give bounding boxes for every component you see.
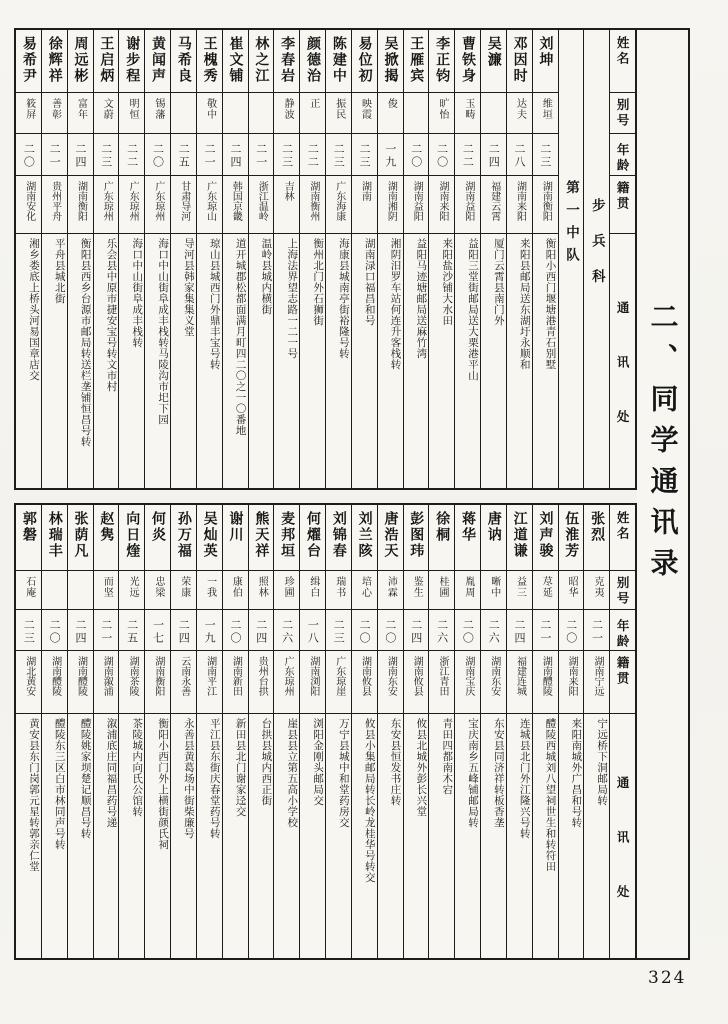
student-name: 唐浩天 bbox=[378, 505, 403, 571]
student-name: 林瑞丰 bbox=[42, 505, 67, 571]
student-name: 王启炳 bbox=[94, 30, 119, 93]
student-column bbox=[299, 30, 325, 488]
student-alias: 桂圃 bbox=[429, 571, 454, 610]
student-name: 徐辉祥 bbox=[42, 30, 67, 93]
student-age: 二四 bbox=[404, 610, 429, 651]
student-age: 二六 bbox=[429, 610, 454, 651]
student-age: 二三 bbox=[326, 134, 351, 176]
student-address: 衡阳小西门堰塘港青石别墅 bbox=[544, 238, 557, 370]
header-address: 通讯处 bbox=[615, 301, 631, 465]
student-origin: 湖南来阳 bbox=[507, 176, 532, 234]
student-column bbox=[299, 505, 325, 958]
student-address: 衡阳县西乡台源市邮局转送栏垄铺恒昌号转 bbox=[79, 238, 92, 447]
student-name: 刘声骏 bbox=[533, 505, 558, 571]
student-name: 林之江 bbox=[249, 30, 274, 93]
student-address: 青田四都南木宕 bbox=[441, 718, 454, 795]
student-address: 琼山县城西门外鼎丰宝号转 bbox=[208, 238, 221, 370]
student-origin: 广东琼州 bbox=[274, 651, 299, 714]
student-address: 浏阳金刚头邮局交 bbox=[312, 718, 325, 806]
student-origin: 湖南平江 bbox=[197, 651, 222, 714]
student-name: 吴濂 bbox=[481, 30, 506, 93]
student-origin: 甘肃导河 bbox=[171, 176, 196, 234]
student-origin: 福建连城 bbox=[507, 651, 532, 714]
student-address: 永善县黄葛场中街柴廉号 bbox=[182, 718, 195, 839]
student-alias: 善彰 bbox=[42, 93, 67, 134]
student-address: 乐会县中原市捷安宝号转文市村 bbox=[105, 238, 118, 392]
student-age: 二八 bbox=[507, 134, 532, 176]
student-alias: 静波 bbox=[274, 93, 299, 134]
student-alias: 益三 bbox=[507, 571, 532, 610]
student-address: 湘阴汨罗车站何连升客栈转 bbox=[389, 238, 402, 370]
student-column bbox=[273, 30, 299, 488]
student-address: 台拱县城内西正街 bbox=[260, 718, 273, 806]
student-name: 刘锦春 bbox=[326, 505, 351, 571]
student-column bbox=[325, 30, 351, 488]
student-alias: 沛霖 bbox=[378, 571, 403, 610]
student-column bbox=[558, 505, 584, 958]
student-alias: 晰中 bbox=[481, 571, 506, 610]
title-strip bbox=[637, 28, 690, 960]
student-origin: 湖南益阳 bbox=[404, 176, 429, 234]
student-alias: 达夫 bbox=[507, 93, 532, 134]
student-age: 二四 bbox=[249, 610, 274, 651]
student-age: 二〇 bbox=[559, 610, 584, 651]
student-column bbox=[41, 505, 67, 958]
student-column bbox=[351, 30, 377, 488]
student-alias: 一我 bbox=[197, 571, 222, 610]
student-alias: 瑞书 bbox=[326, 571, 351, 610]
student-column bbox=[196, 30, 222, 488]
branch-label: 步兵科 bbox=[588, 198, 605, 305]
student-origin: 云南永善 bbox=[171, 651, 196, 714]
page-number: 324 bbox=[648, 968, 687, 988]
student-column bbox=[144, 505, 170, 958]
student-name: 刘兰陔 bbox=[352, 505, 377, 571]
student-age: 二四 bbox=[223, 134, 248, 176]
student-name: 张荫凡 bbox=[68, 505, 93, 571]
student-address: 攸县北城外彭长兴堂 bbox=[415, 718, 428, 817]
header-age: 年龄 bbox=[610, 610, 635, 651]
student-alias: 映霞 bbox=[352, 93, 377, 134]
student-age: 二一 bbox=[533, 610, 558, 651]
student-address: 平舟县城北街 bbox=[53, 238, 66, 304]
student-alias: 敬中 bbox=[197, 93, 222, 134]
student-name: 吴灿英 bbox=[197, 505, 222, 571]
student-origin: 湖南衡州 bbox=[300, 176, 325, 234]
student-age: 二二 bbox=[300, 134, 325, 176]
student-address: 海康县城南亭街裕隆号转 bbox=[337, 238, 350, 359]
student-age: 二五 bbox=[171, 134, 196, 176]
student-address: 导河县韩家集集义堂 bbox=[182, 238, 195, 337]
student-name: 熊天祥 bbox=[249, 505, 274, 571]
student-name: 曹铁身 bbox=[455, 30, 480, 93]
student-address: 醴陵西城刘八望祠世生和转符田 bbox=[544, 718, 557, 872]
student-origin: 湖南 bbox=[352, 176, 377, 234]
student-address: 万宁县城中和堂药房交 bbox=[337, 718, 350, 828]
student-column bbox=[16, 30, 41, 488]
student-column bbox=[351, 505, 377, 958]
student-column bbox=[480, 30, 506, 488]
student-age: 一八 bbox=[300, 610, 325, 651]
student-origin: 湖南醴陵 bbox=[533, 651, 558, 714]
student-age: 一七 bbox=[145, 610, 170, 651]
student-origin: 广东琼山 bbox=[197, 176, 222, 234]
student-alias: 照林 bbox=[249, 571, 274, 610]
student-alias bbox=[404, 93, 429, 134]
header-alias: 别号 bbox=[610, 93, 635, 134]
student-origin: 广东琼崖 bbox=[326, 651, 351, 714]
student-alias: 培心 bbox=[352, 571, 377, 610]
student-name: 徐桐 bbox=[429, 505, 454, 571]
student-alias: 石庵 bbox=[16, 571, 41, 610]
student-address: 宝庆南乡五峰铺邮局转 bbox=[467, 718, 480, 828]
student-age: 二六 bbox=[274, 610, 299, 651]
student-alias: 文蔚 bbox=[94, 93, 119, 134]
student-origin: 湖南茶陵 bbox=[119, 651, 144, 714]
student-origin: 吉林 bbox=[274, 176, 299, 234]
header-name: 姓名 bbox=[610, 30, 635, 93]
student-age: 二四 bbox=[481, 134, 506, 176]
student-column bbox=[67, 30, 93, 488]
student-age: 二三 bbox=[274, 134, 299, 176]
student-name: 崔文铺 bbox=[223, 30, 248, 93]
student-alias: 筱屏 bbox=[16, 93, 41, 134]
student-origin: 广东琼州 bbox=[145, 176, 170, 234]
student-age: 二〇 bbox=[378, 610, 403, 651]
student-address: 来阳县邮局送东湖圩永顺和 bbox=[518, 238, 531, 370]
student-age: 一九 bbox=[378, 134, 403, 176]
student-column bbox=[506, 30, 532, 488]
student-name: 李正钧 bbox=[429, 30, 454, 93]
student-alias: 正 bbox=[300, 93, 325, 134]
student-age: 二一 bbox=[42, 134, 67, 176]
student-age: 二一 bbox=[94, 610, 119, 651]
student-origin: 韩国京畿 bbox=[223, 176, 248, 234]
student-alias bbox=[42, 571, 67, 610]
student-name: 蒋华 bbox=[455, 505, 480, 571]
student-alias: 明恒 bbox=[119, 93, 144, 134]
student-alias: 昭华 bbox=[559, 571, 584, 610]
student-address: 益阳马迹塘邮局送麻竹湾 bbox=[415, 238, 428, 359]
student-column bbox=[428, 505, 454, 958]
student-column bbox=[325, 505, 351, 958]
student-column bbox=[222, 30, 248, 488]
student-address: 衡阳小西门外上横街颜氏祠 bbox=[157, 718, 170, 850]
student-age: 二四 bbox=[507, 610, 532, 651]
student-name: 郭磐 bbox=[16, 505, 41, 571]
section-title: 二、同学通讯录 bbox=[646, 302, 680, 589]
student-name: 孙万福 bbox=[171, 505, 196, 571]
student-age: 二四 bbox=[171, 610, 196, 651]
header-name: 姓名 bbox=[610, 505, 635, 571]
student-alias: 珍圃 bbox=[274, 571, 299, 610]
student-origin: 湖南东安 bbox=[481, 651, 506, 714]
student-age: 二〇 bbox=[429, 134, 454, 176]
student-age: 二一 bbox=[249, 134, 274, 176]
student-alias: 康伯 bbox=[223, 571, 248, 610]
student-address: 东安县同济祥转板香垄 bbox=[492, 718, 505, 828]
student-name: 王雁宾 bbox=[404, 30, 429, 93]
student-alias: 而坚 bbox=[94, 571, 119, 610]
student-column bbox=[93, 30, 119, 488]
student-age: 二四 bbox=[68, 610, 93, 651]
header-origin: 籍贯 bbox=[610, 651, 635, 714]
student-name: 唐讷 bbox=[481, 505, 506, 571]
student-column bbox=[454, 505, 480, 958]
student-column bbox=[16, 505, 41, 958]
student-address: 平江县东街庆春堂药号转 bbox=[208, 718, 221, 839]
student-column bbox=[196, 505, 222, 958]
student-address: 来阳盐沙铺大水田 bbox=[441, 238, 454, 326]
header-address: 通讯处 bbox=[615, 776, 631, 940]
student-alias bbox=[481, 93, 506, 134]
student-name: 黄闻声 bbox=[145, 30, 170, 93]
student-age: 二〇 bbox=[223, 610, 248, 651]
student-address: 益阳三堂街邮局送大栗港平山 bbox=[467, 238, 480, 381]
student-column bbox=[248, 30, 274, 488]
student-column bbox=[222, 505, 248, 958]
header-alias: 别号 bbox=[610, 571, 635, 610]
student-name: 向日煃 bbox=[119, 505, 144, 571]
student-alias: 克夷 bbox=[584, 571, 609, 610]
student-origin: 浙江青田 bbox=[429, 651, 454, 714]
student-alias: 旷怡 bbox=[429, 93, 454, 134]
student-age: 二三 bbox=[94, 134, 119, 176]
student-column bbox=[428, 30, 454, 488]
student-address: 湖南渌口福昌和号 bbox=[363, 238, 376, 326]
student-address: 连城县北门外江隆兴号转 bbox=[518, 718, 531, 839]
student-origin: 浙江温岭 bbox=[249, 176, 274, 234]
student-age: 二三 bbox=[352, 134, 377, 176]
student-origin: 贵州台拱 bbox=[249, 651, 274, 714]
roster-table-top bbox=[14, 28, 637, 490]
student-name: 王槐秀 bbox=[197, 30, 222, 93]
student-column bbox=[273, 505, 299, 958]
student-address: 东安县恒发书庄转 bbox=[389, 718, 402, 806]
student-age: 二五 bbox=[119, 610, 144, 651]
student-name: 赵隽 bbox=[94, 505, 119, 571]
student-origin: 湖南湘阴 bbox=[378, 176, 403, 234]
student-column bbox=[118, 30, 144, 488]
student-name: 何炎 bbox=[145, 505, 170, 571]
student-alias: 荩延 bbox=[533, 571, 558, 610]
student-origin: 湖南衡阳 bbox=[68, 176, 93, 234]
student-alias: 振民 bbox=[326, 93, 351, 134]
student-column bbox=[377, 505, 403, 958]
student-name: 陈建中 bbox=[326, 30, 351, 93]
student-column bbox=[144, 30, 170, 488]
roster-table-bottom bbox=[14, 503, 637, 960]
student-address: 崖县县立第五高小学校 bbox=[286, 718, 299, 828]
student-origin: 湖南来阳 bbox=[429, 176, 454, 234]
student-origin: 广东琼州 bbox=[94, 176, 119, 234]
student-address: 攸县小集邮局转长岭龙桂华号转交 bbox=[363, 718, 376, 883]
student-address: 茶陵城内向氏公馆转 bbox=[131, 718, 144, 817]
student-alias bbox=[249, 93, 274, 134]
student-age: 二〇 bbox=[145, 134, 170, 176]
student-name: 伍淮芳 bbox=[559, 505, 584, 571]
student-alias: 锡藩 bbox=[145, 93, 170, 134]
student-address: 温岭县城内横街 bbox=[260, 238, 273, 315]
student-alias: 玉畴 bbox=[455, 93, 480, 134]
header-origin: 籍贯 bbox=[610, 176, 635, 234]
student-name: 麦邦垣 bbox=[274, 505, 299, 571]
student-name: 易位初 bbox=[352, 30, 377, 93]
student-name: 颜德治 bbox=[300, 30, 325, 93]
student-origin: 湖南安化 bbox=[16, 176, 41, 234]
student-name: 刘坤 bbox=[533, 30, 558, 93]
student-origin: 湖南浏阳 bbox=[300, 651, 325, 714]
student-name: 谢川 bbox=[223, 505, 248, 571]
student-origin: 湖南溆浦 bbox=[94, 651, 119, 714]
student-origin: 贵州平舟 bbox=[42, 176, 67, 234]
student-age: 二〇 bbox=[352, 610, 377, 651]
student-name: 李春岩 bbox=[274, 30, 299, 93]
student-column bbox=[532, 505, 558, 958]
student-address: 醴陵东三区白市林同声号转 bbox=[53, 718, 66, 850]
student-column bbox=[41, 30, 67, 488]
student-column bbox=[403, 505, 429, 958]
student-alias: 维垣 bbox=[533, 93, 558, 134]
student-origin: 湖南来阳 bbox=[559, 651, 584, 714]
student-column bbox=[403, 30, 429, 488]
student-age: 二〇 bbox=[404, 134, 429, 176]
student-column bbox=[67, 505, 93, 958]
student-name: 吴掀揭 bbox=[378, 30, 403, 93]
student-column bbox=[454, 30, 480, 488]
student-column bbox=[118, 505, 144, 958]
student-address: 溆浦底庄同福昌药号递 bbox=[105, 718, 118, 828]
student-address: 海口中山街阜成丰栈转 bbox=[131, 238, 144, 348]
student-column bbox=[532, 30, 558, 488]
student-alias: 俊 bbox=[378, 93, 403, 134]
student-origin: 湖南宁远 bbox=[584, 651, 609, 714]
student-name: 彭图玮 bbox=[404, 505, 429, 571]
student-address: 黄安县东门岗郭元星转郭亲仁堂 bbox=[27, 718, 40, 872]
student-origin: 湖南宝庆 bbox=[455, 651, 480, 714]
student-age: 二二 bbox=[455, 134, 480, 176]
squadron-column bbox=[558, 30, 584, 488]
student-address: 宁远桥下洞邮局转 bbox=[596, 718, 609, 806]
student-origin: 湖南攸县 bbox=[352, 651, 377, 714]
student-column bbox=[170, 30, 196, 488]
header-column bbox=[609, 505, 635, 958]
student-column bbox=[583, 505, 609, 958]
student-address: 道开城郡松都面满月町四二〇之一〇番地 bbox=[234, 238, 247, 436]
student-age: 二三 bbox=[533, 134, 558, 176]
student-origin: 湖南东安 bbox=[378, 651, 403, 714]
student-column bbox=[506, 505, 532, 958]
student-origin: 湖南衡阳 bbox=[145, 651, 170, 714]
student-alias bbox=[171, 93, 196, 134]
student-origin: 福建云霄 bbox=[481, 176, 506, 234]
student-name: 周远彬 bbox=[68, 30, 93, 93]
student-alias: 鉴生 bbox=[404, 571, 429, 610]
student-age: 二二 bbox=[119, 134, 144, 176]
student-name: 易希尹 bbox=[16, 30, 41, 93]
student-name: 何燿台 bbox=[300, 505, 325, 571]
student-address: 衡州北门外石狮街 bbox=[312, 238, 325, 326]
student-origin: 湖南衡阳 bbox=[533, 176, 558, 234]
student-alias: 荣康 bbox=[171, 571, 196, 610]
student-age: 二三 bbox=[16, 610, 41, 651]
header-column bbox=[609, 30, 635, 488]
student-column bbox=[170, 505, 196, 958]
student-name: 张烈 bbox=[584, 505, 609, 571]
student-alias bbox=[68, 571, 93, 610]
student-origin: 湖北黄安 bbox=[16, 651, 41, 714]
student-column bbox=[248, 505, 274, 958]
student-address: 海口中山街阜成丰栈转马陵沟市圯下园 bbox=[157, 238, 170, 425]
student-age: 二一 bbox=[197, 134, 222, 176]
student-address: 湘乡娄底上桥头河易国章店交 bbox=[27, 238, 40, 381]
student-column bbox=[377, 30, 403, 488]
student-column bbox=[93, 505, 119, 958]
student-address: 来阳南城外广昌和号转 bbox=[570, 718, 583, 828]
student-age: 二〇 bbox=[455, 610, 480, 651]
student-address: 厦门云霄县南门外 bbox=[492, 238, 505, 326]
student-origin: 广东海康 bbox=[326, 176, 351, 234]
student-address: 新田县北门谢家迳交 bbox=[234, 718, 247, 817]
branch-column bbox=[583, 30, 609, 488]
student-name: 谢步程 bbox=[119, 30, 144, 93]
student-age: 二三 bbox=[326, 610, 351, 651]
student-address: 醴陵姚家坝楚记顺昌号转 bbox=[79, 718, 92, 839]
student-age: 二六 bbox=[481, 610, 506, 651]
student-name: 江道谦 bbox=[507, 505, 532, 571]
student-age: 二〇 bbox=[42, 610, 67, 651]
squadron-label: 第一中队 bbox=[563, 180, 580, 270]
student-origin: 湖南醴陵 bbox=[68, 651, 93, 714]
student-origin: 广东琼州 bbox=[119, 176, 144, 234]
student-name: 马希良 bbox=[171, 30, 196, 93]
student-name: 邓因时 bbox=[507, 30, 532, 93]
student-age: 一九 bbox=[197, 610, 222, 651]
student-alias: 富年 bbox=[68, 93, 93, 134]
header-age: 年龄 bbox=[610, 134, 635, 176]
student-age: 二〇 bbox=[16, 134, 41, 176]
student-origin: 湖南新田 bbox=[223, 651, 248, 714]
student-alias bbox=[223, 93, 248, 134]
student-age: 二一 bbox=[584, 610, 609, 651]
student-origin: 湖南益阳 bbox=[455, 176, 480, 234]
student-alias: 缉白 bbox=[300, 571, 325, 610]
student-column bbox=[480, 505, 506, 958]
student-alias: 胤周 bbox=[455, 571, 480, 610]
student-origin: 湖南醴陵 bbox=[42, 651, 67, 714]
student-alias: 忠梁 bbox=[145, 571, 170, 610]
student-age: 二四 bbox=[68, 134, 93, 176]
student-alias: 光远 bbox=[119, 571, 144, 610]
student-origin: 湖南攸县 bbox=[404, 651, 429, 714]
student-address: 上海法界望志路一二一号 bbox=[286, 238, 299, 359]
